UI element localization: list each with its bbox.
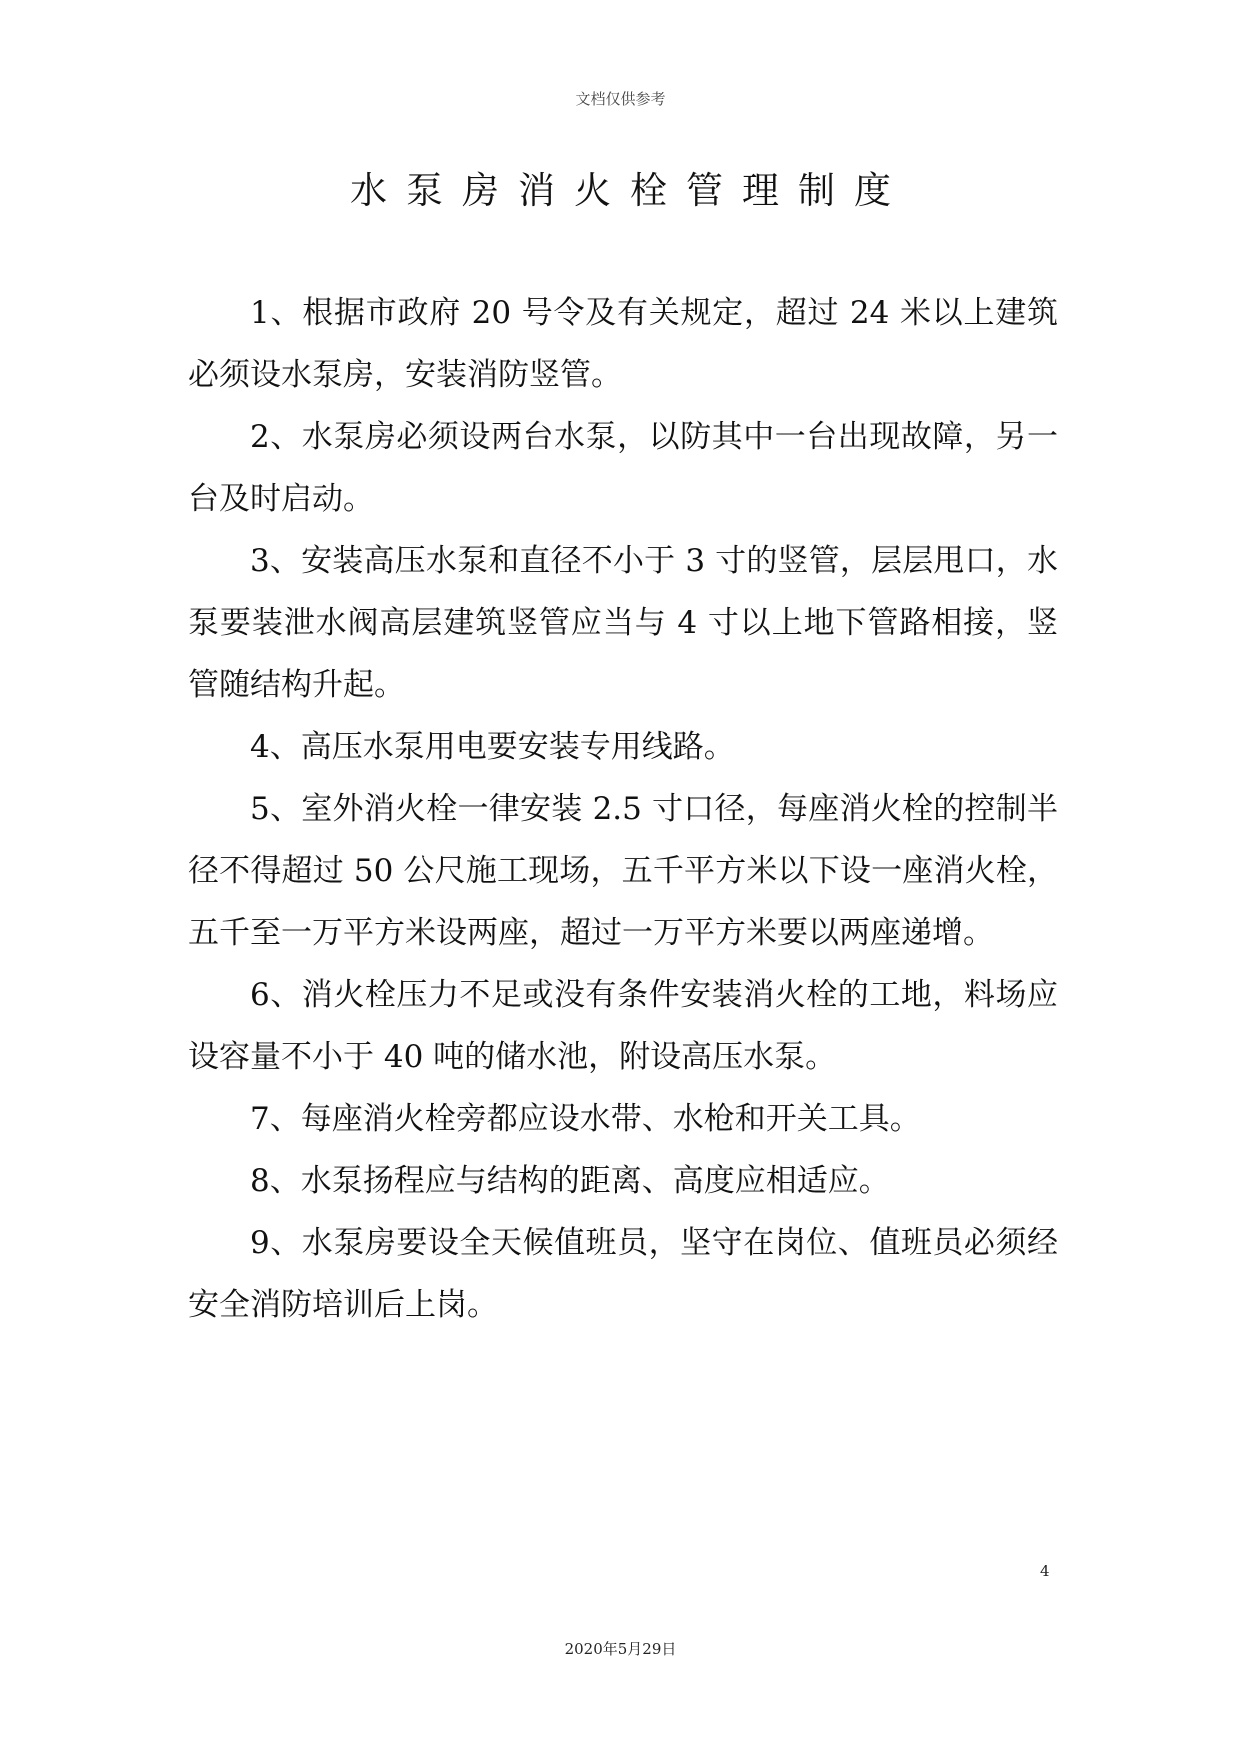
document-body (188, 282, 1058, 1336)
footer-date: 2020年5月29日 (564, 1640, 677, 1658)
paragraph-7: 7、每座消火栓旁都应设水带、水枪和开关工具。 (250, 1101, 921, 1137)
paragraph-9: 9、水泵房要设全天候值班员，坚守在岗位、值班员必须经安全消防培训后上岗。 (188, 1225, 1058, 1323)
paragraph-8: 8、水泵扬程应与结构的距离、高度应相适应。 (250, 1163, 890, 1199)
paragraph-2: 2、水泵房必须设两台水泵，以防其中一台出现故障，另一台及时启动。 (188, 419, 1058, 517)
document-title: 水泵房消火栓管理制度 (350, 169, 910, 212)
paragraph-3: 3、安装高压水泵和直径不小于 3 寸的竖管，层层甩口，水泵要装泄水阀高层建筑竖管应当与 4 寸以上地下管路相接，竖管随结构升起。 (188, 543, 1058, 703)
paragraph-4: 4、高压水泵用电要安装专用线路。 (250, 729, 735, 765)
paragraph-5: 5、室外消火栓一律安装 2.5 寸口径，每座消火栓的控制半径不得超过 50 公尺施工现场，五千平方米以下设一座消火栓，五千至一万平方米设两座，超过一万平方米要以两座递增。 (188, 791, 1058, 951)
paragraph-6: 6、消火栓压力不足或没有条件安装消火栓的工地，料场应设容量不小于 40 吨的储水池，附设高压水泵。 (188, 977, 1058, 1075)
header-note: 文档仅供参考 (575, 90, 666, 108)
paragraph-1: 1、根据市政府 20 号令及有关规定，超过 24 米以上建筑必须设水泵房，安装消防竖管。 (188, 295, 1058, 393)
page-number: 4 (1040, 1562, 1050, 1580)
